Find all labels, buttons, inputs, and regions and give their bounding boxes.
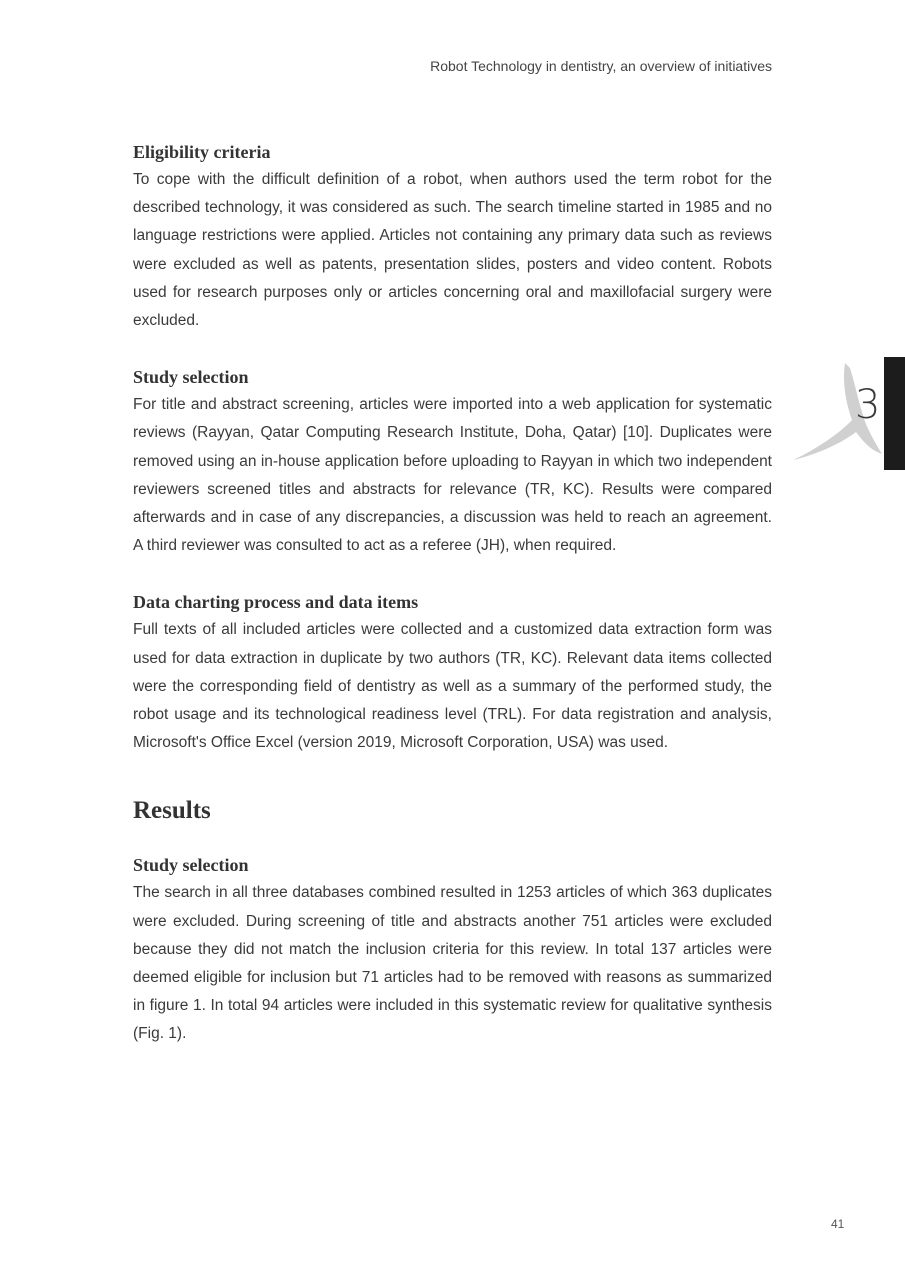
study-selection-results-paragraph: The search in all three databases combined resulted in 1253 articles of which 363 duplicates were excluded. During screening of title and abstracts another 751 articles were excluded because they did not match the inclusion criteria for this review. In total 137 articles were deemed eligible for inclusion but 71 articles had to be removed with reasons as summarized in figure 1. In total 94 articles were included in this systematic review for qualitative synthesis (Fig. 1). [133,884,772,1043]
running-header: Robot Technology in dentistry, an overview of initiatives [430,58,772,74]
results-heading: Results [133,797,211,825]
eligibility-heading: Eligibility criteria [133,142,271,162]
page-number: 41 [831,1217,845,1231]
data-charting-paragraph: Full texts of all included articles were collected and a customized data extraction form was used for data extraction in duplicate by two authors (TR, KC). Relevant data items collected were the corresponding field of dentistry as well as a summary of the performed study, the robot usage and its technological readiness level (TRL). For data registration and analysis, Microsoft's Office Excel (version 2019, Microsoft Corporation, USA) was used. [133,621,772,752]
eligibility-section [133,138,772,335]
data-charting-section [133,588,772,757]
study-selection-results-heading: Study selection [133,855,249,876]
study-selection-paragraph: For title and abstract screening, articles were imported into a web application for systematic reviews (Rayyan, Qatar Computing Research Institute, Doha, Qatar) [10]. Duplicates were removed using an in-house application before uploading to Rayyan in which two independent reviewers screened titles and abstracts for relevance (TR, KC). Results were compared afterwards and in case of any discrepancies, a discussion was held to reach an agreement. A third reviewer was consulted to act as a referee (JH), when required. [133,396,772,555]
chapter-tab [884,357,905,470]
chapter-number: 3 [855,382,881,428]
data-charting-heading: Data charting process and data items [133,592,419,613]
eligibility-paragraph: To cope with the difficult definition of a robot, when authors used the term robot for the described technology, it was considered as such. The search timeline started in 1985 and no language restrictions were applied. Articles not containing any primary data such as reviews were excluded as well as patents, presentation slides, posters and video content. Robots used for research purposes only or articles concerning oral and maxillofacial surgery were excluded. [133,171,772,330]
main-content [133,138,772,1077]
study-selection-methods-section [133,363,772,560]
study-selection-results-section [133,851,772,1048]
study-selection-heading: Study selection [133,367,249,388]
